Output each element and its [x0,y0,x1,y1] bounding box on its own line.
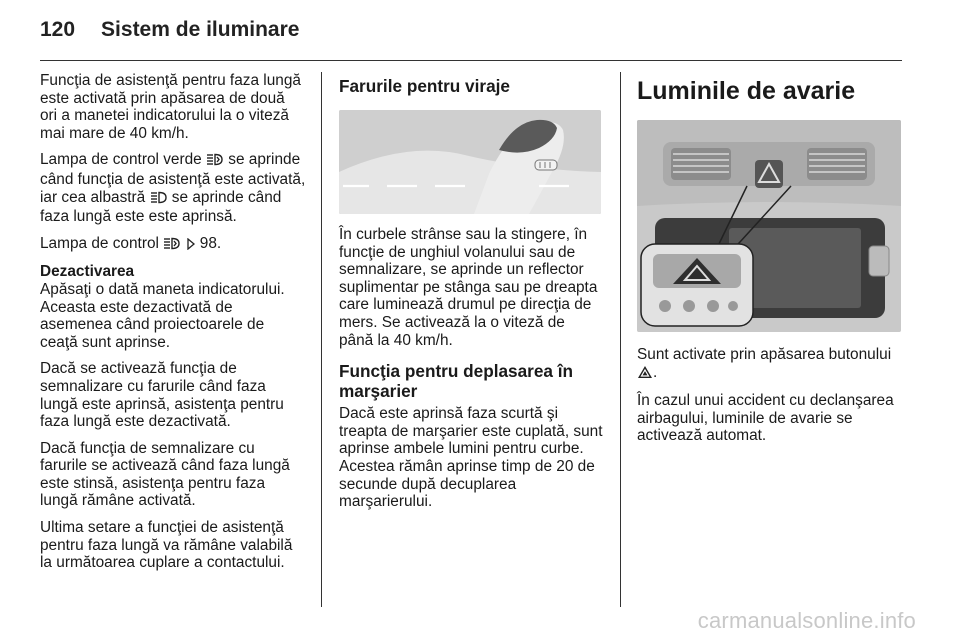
reference-arrow-icon [186,237,196,255]
heading-hazard-lights: Luminile de avarie [637,77,856,105]
page-number: 120 [40,18,76,41]
paragraph-deactivate: Apăsaţi o dată maneta indicatorului. Aceasta este dezactivată de asemenea când proiectoarele de ceaţă sunt aprinse. [40,280,285,351]
watermark: carmanualsonline.info [697,608,916,633]
header-rule [40,60,902,61]
hazard-button-illustration [637,120,901,332]
page-reference-link[interactable]: 98. [199,234,222,252]
column-1 [40,72,306,581]
paragraph-cornering: În curbele strânse sau la stingere, în funcţie de unghiul volanului sau de semnalizare, se aprinde un reflector suplimentar pe stânga sau pe dreapta care luminează drumul pe direcţia de mers. Se activează la o viteză de până la 40 km/h. [339,226,598,349]
column-divider-2 [620,72,621,607]
hazard-triangle-icon [637,365,653,384]
subheading-deactivate: Dezactivarea [40,263,135,281]
high-beam-assist-icon [206,153,224,171]
paragraph-activation: Funcţia de asistenţă pentru faza lungă este activată prin apăsarea de două ori a manetei indicatorului la o viteză mai mare de 40 km/h. [40,72,301,142]
page-header [40,18,299,48]
high-beam-assist-icon [163,237,181,255]
column-divider-1 [321,72,322,607]
cornering-light-illustration [339,110,601,214]
column-3 [637,72,903,454]
paragraph-flash-off: Dacă funcţia de semnalizare cu farurile se activează când faza lungă este stinsă, asistenţa pentru faza lungă rămâne activată. [40,439,290,510]
paragraph-last-setting: Ultima setare a funcţiei de asistenţă pentru faza lungă va rămâne valabilă la următoarea cuplare a contactului. [40,519,293,572]
paragraph-control-lamp: Lampa de control verde se aprinde când funcţia de asistenţă este activată, iar cea albastră se aprinde când faza lungă este este aprinsă. [40,151,306,226]
paragraph-flash-on: Dacă se activează funcţia de semnalizare cu farurile când faza lungă este aprinsă, asistenţa pentru faza lungă este dezactivată. [40,360,284,431]
paragraph-reverse: Dacă este aprinsă faza scurtă şi treapta de marşarier este cuplată, sunt aprinse ambele lumini pentru curbe. Acestea rămân aprinse timp de 20 de secunde după decuplarea marşarierului. [339,405,603,511]
heading-reverse-function: Funcţia pentru deplasarea în marşarier [339,361,573,402]
column-2 [339,72,603,520]
heading-cornering-lights: Farurile pentru viraje [339,76,510,96]
high-beam-icon [150,191,168,209]
paragraph-hazard-activate: Sunt activate prin apăsarea butonului . [637,346,903,383]
section-title: Sistem de iluminare [101,18,300,41]
paragraph-control-ref: Lampa de control 98. [40,235,306,255]
paragraph-hazard-airbag: În cazul unui accident cu declanşarea airbagului, luminile de avarie se activează automat. [637,392,894,445]
